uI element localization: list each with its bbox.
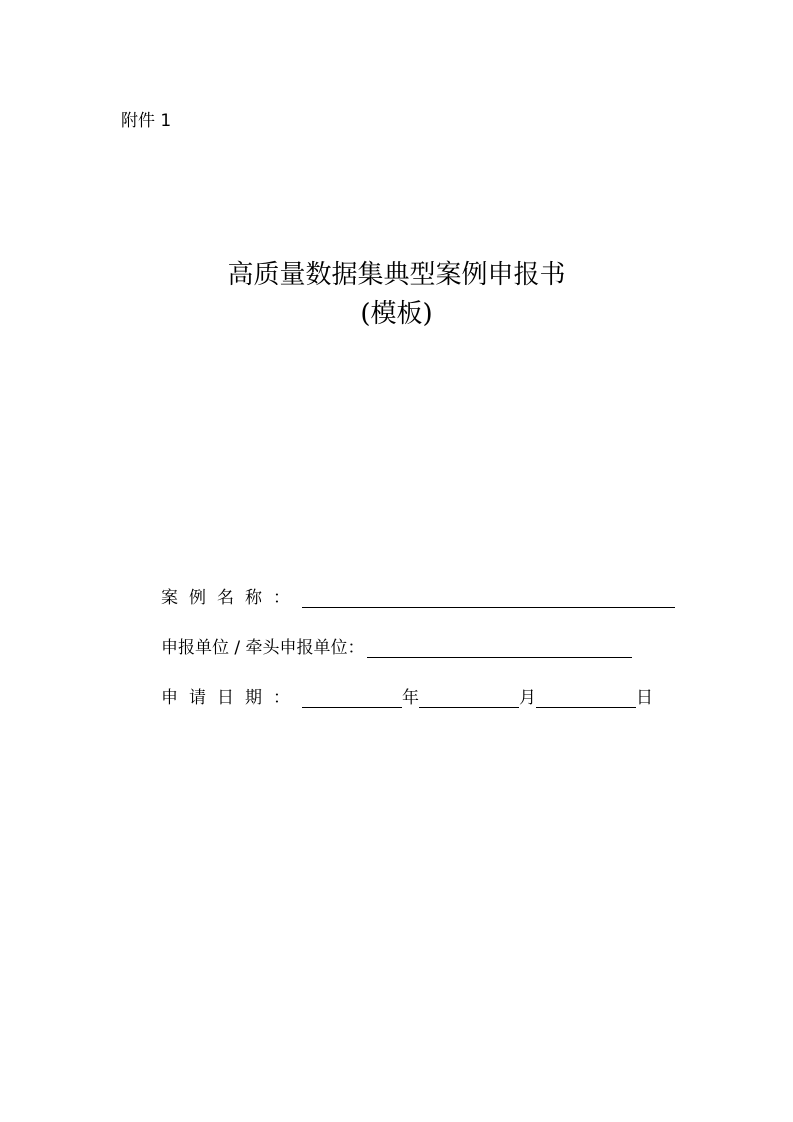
month-unit-label: 月 bbox=[519, 688, 536, 708]
document-subtitle: (模板) bbox=[360, 299, 433, 329]
document-title: 高质量数据集典型案例申报书 bbox=[227, 260, 566, 290]
case-name-label: 案例名称： bbox=[161, 588, 301, 608]
application-date-row bbox=[161, 683, 653, 711]
case-name-row bbox=[161, 583, 675, 611]
application-date-label: 申请日期： bbox=[161, 688, 301, 708]
day-unit-label: 日 bbox=[636, 688, 653, 708]
attachment-label: 附件 1 bbox=[121, 111, 172, 131]
applicant-unit-field[interactable] bbox=[367, 637, 632, 658]
day-field[interactable] bbox=[536, 687, 636, 708]
year-field[interactable] bbox=[302, 687, 402, 708]
month-field[interactable] bbox=[419, 687, 519, 708]
case-name-field[interactable] bbox=[302, 587, 675, 608]
year-unit-label: 年 bbox=[402, 688, 419, 708]
applicant-unit-label: 申报单位 / 牵头申报单位： bbox=[161, 638, 365, 658]
applicant-unit-row bbox=[161, 633, 632, 661]
